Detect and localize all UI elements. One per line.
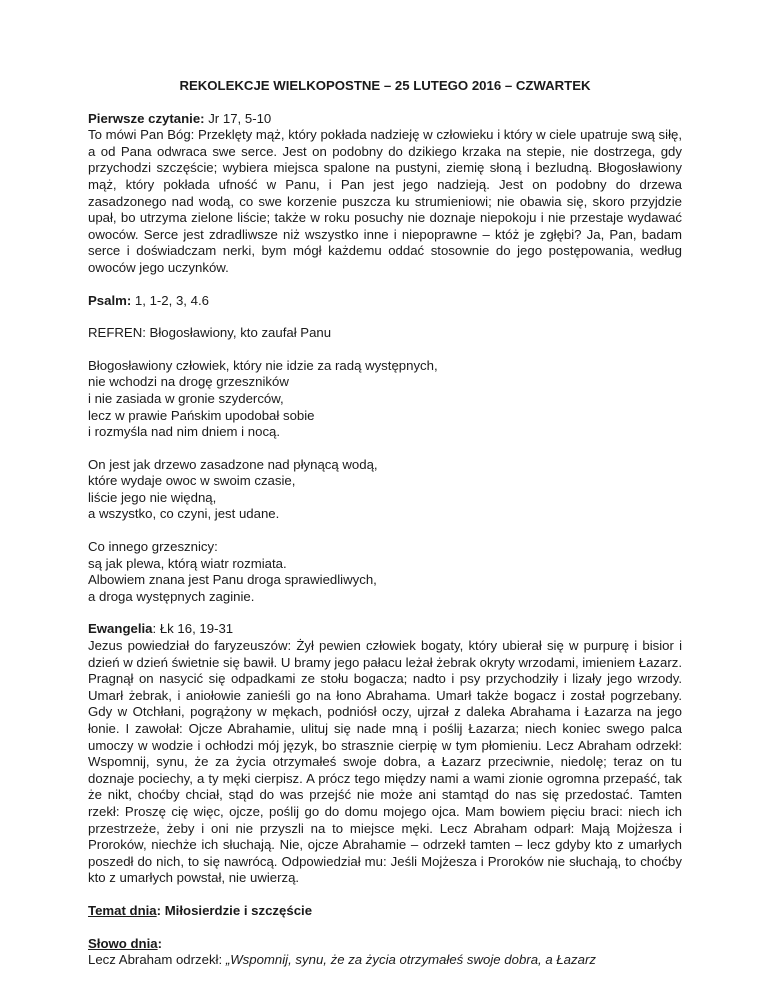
psalm-verse: liście jego nie więdną, — [88, 489, 217, 505]
word-intro: Lecz Abraham odrzekł: — [88, 952, 226, 968]
word-section — [88, 936, 682, 969]
document-page — [88, 78, 682, 969]
psalm-verse: Błogosławiony człowiek, który nie idzie za radą występnych, — [88, 357, 438, 373]
psalm-verse: On jest jak drzewo zasadzone nad płynącą wodą, — [88, 456, 378, 472]
psalm-verse: i rozmyśla nad nim dniem i nocą. — [88, 424, 281, 440]
word-quote: „Wspomnij, synu, że za życia otrzymałeś swoje dobra, a Łazarz — [225, 952, 596, 968]
word-text — [88, 952, 682, 969]
theme-label: Temat dnia — [88, 902, 157, 918]
psalm-verse: które wydaje owoc w swoim czasie, — [88, 473, 296, 489]
theme-section — [88, 903, 682, 920]
psalm-label: Psalm: — [88, 292, 132, 308]
psalm-verse: nie wchodzi na drogę grzeszników — [88, 374, 289, 390]
first-reading-ref: Jr 17, 5-10 — [204, 110, 272, 126]
first-reading-section — [88, 111, 682, 277]
gospel-heading — [88, 621, 682, 638]
psalm-verse: są jak plewa, którą wiatr rozmiata. — [88, 555, 287, 571]
gospel-text: Jezus powiedział do faryzeuszów: Żył pewien człowiek bogaty, który ubierał się w purpurę i bisior i dzień w dzień świetnie się bawił. U bramy jego pałacu leżał żebrak okryty wrzodami, imieniem Łazarz. Pragnął on nasycić się odpadkami ze stołu bogacza; nadto i psy przychodziły i lizały jego wrzody. Umarł żebrak, i aniołowie zanieśli go na łono Abrahama. Umarł także bogacz i został pogrzebany. Gdy w Otchłani, pogrążony w mękach, podniósł oczy, ujrzał z daleka Abrahama i Łazarza na jego łonie. I zawołał: Ojcze Abrahamie, ulituj się nade mną i poślij Łazarza; niech koniec swego palca umoczy w wodzie i ochłodzi mój język, bo strasznie cierpię w tym płomieniu. Lecz Abraham odrzekł: Wspomnij, synu, że za życia otrzymałeś swoje dobra, a Łazarz przeciwnie, niedolę; teraz on tu doznaje pociechy, a ty męki cierpisz. A prócz tego między nami a wami zionie ogromna przepaść, tak że nikt, choćby chciał, stąd do was przejść nie może ani stamtąd do nas się przedostać. Tamten rzekł: Proszę cię więc, ojcze, poślij go do domu mojego ojca. Mam bowiem pięciu braci: niech ich przestrzeże, żeby i oni nie przyszli na to miejsce męki. Lecz Abraham odparł: Mają Mojżesza i Proroków, niechże ich słuchają. Nie, ojcze Abrahamie – odrzekł tamten – lecz gdyby kto z umarłych poszedł do nich, to się nawrócą. Odpowiedział mu: Jeśli Mojżesza i Proroków nie słuchają, to choćby kto z umarłych powstał, nie uwierzą. — [88, 638, 682, 886]
psalm-verse: lecz w prawie Pańskim upodobał sobie — [88, 407, 315, 423]
first-reading-heading — [88, 111, 682, 128]
word-colon: : — [157, 935, 163, 951]
psalm-heading — [88, 293, 682, 310]
psalm-ref: 1, 1-2, 3, 4.6 — [131, 292, 209, 308]
psalm-verse: i nie zasiada w gronie szyderców, — [88, 390, 284, 406]
gospel-ref: : Łk 16, 19-31 — [152, 621, 234, 637]
gospel-section — [88, 621, 682, 887]
psalm-section — [88, 293, 682, 606]
psalm-verse: a droga występnych zaginie. — [88, 588, 255, 604]
psalm-stanza-1 — [88, 358, 682, 441]
psalm-verse: Co innego grzesznicy: — [88, 539, 218, 555]
psalm-refrain: REFREN: Błogosławiony, kto zaufał Panu — [88, 325, 332, 341]
psalm-stanza-3 — [88, 539, 682, 605]
theme-text: : Miłosierdzie i szczęście — [156, 902, 313, 918]
psalm-verse: a wszystko, co czyni, jest udane. — [88, 506, 280, 522]
document-title: REKOLEKCJE WIELKOPOSTNE – 25 LUTEGO 2016 – CZWARTEK — [179, 78, 591, 93]
first-reading-text: To mówi Pan Bóg: Przeklęty mąż, który pokłada nadzieję w człowieku i który w ciele upatruje swą siłę, a od Pana odwraca swe serce. Jest on podobny do dzikiego krzaka na stepie, nie dostrzega, gdy przychodzi szczęście; wybiera miejsca spalone na pustyni, ziemię słoną i bezludną. Błogosławiony mąż, który pokłada ufność w Panu, i Pan jest jego nadzieją. Jest on podobny do drzewa zasadzonego nad wodą, co swe korzenie puszcza ku strumieniowi; nie obawia się, skoro przyjdzie upał, bo utrzyma zielone liście; także w roku posuchy nie doznaje niepokoju i nie przestaje wydawać owoców. Serce jest zdradliwsze niż wszystko inne i niepoprawne – któż je zgłębi? Ja, Pan, badam serce i doświadczam nerki, bym mógł każdemu oddać stosownie do jego postępowania, według owoców jego uczynków. — [88, 127, 682, 275]
theme-heading — [88, 903, 682, 920]
word-label: Słowo dnia — [88, 935, 158, 951]
psalm-verse: Albowiem znana jest Panu droga sprawiedliwych, — [88, 572, 377, 588]
psalm-stanza-2 — [88, 457, 682, 523]
gospel-label: Ewangelia — [88, 621, 153, 637]
word-heading — [88, 936, 682, 953]
first-reading-label: Pierwsze czytanie: — [88, 110, 205, 126]
